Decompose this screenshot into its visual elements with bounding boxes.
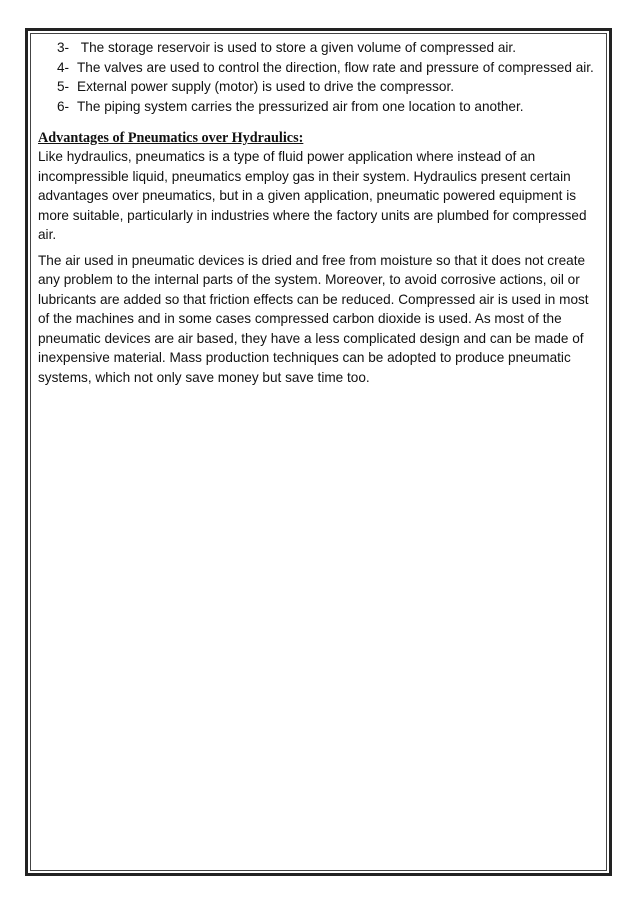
list-item-text: The valves are used to control the direction, flow rate and pressure of compressed air. [77,59,594,75]
list-item-text: The piping system carries the pressurized air from one location to another. [77,98,524,114]
list-item-number: 6- [57,98,70,114]
list-item [57,77,600,97]
document-content [38,38,600,387]
paragraph: Like hydraulics, pneumatics is a type of fluid power application where instead of an incompressible liquid, pneumatics employ gas in their system. Hydraulics present certain advantages over pneumatics, but in a given application, pneumatic powered equipment is more suitable, particularly in industries where the factory units are plumbed for compressed air. [38,149,587,242]
list-item-text: External power supply (motor) is used to drive the compressor. [77,79,455,94]
list-item-number: 4- [57,59,70,75]
list-item-number: 3- [57,40,70,55]
paragraph: The air used in pneumatic devices is dried and free from moisture so that it does not create any problem to the internal parts of the system. Moreover, to avoid corrosive actions, oil or lubricants are added so that friction effects can be reduced. Compressed air is used in most of the machines and in some cases compressed carbon dioxide is used. As most of the pneumatic devices are air based, they have a less complicated design and can be made of inexpensive material. Mass production techniques can be adopted to produce pneumatic systems, which not only save money but save time too. [38,252,589,385]
list-item-number: 5- [57,79,70,94]
list-item-text: The storage reservoir is used to store a given volume of compressed air. [77,40,516,55]
list-item [57,58,600,78]
numbered-list [38,38,600,116]
list-item [57,97,600,117]
section-heading: Advantages of Pneumatics over Hydraulics: [38,130,304,146]
list-item [57,38,600,58]
